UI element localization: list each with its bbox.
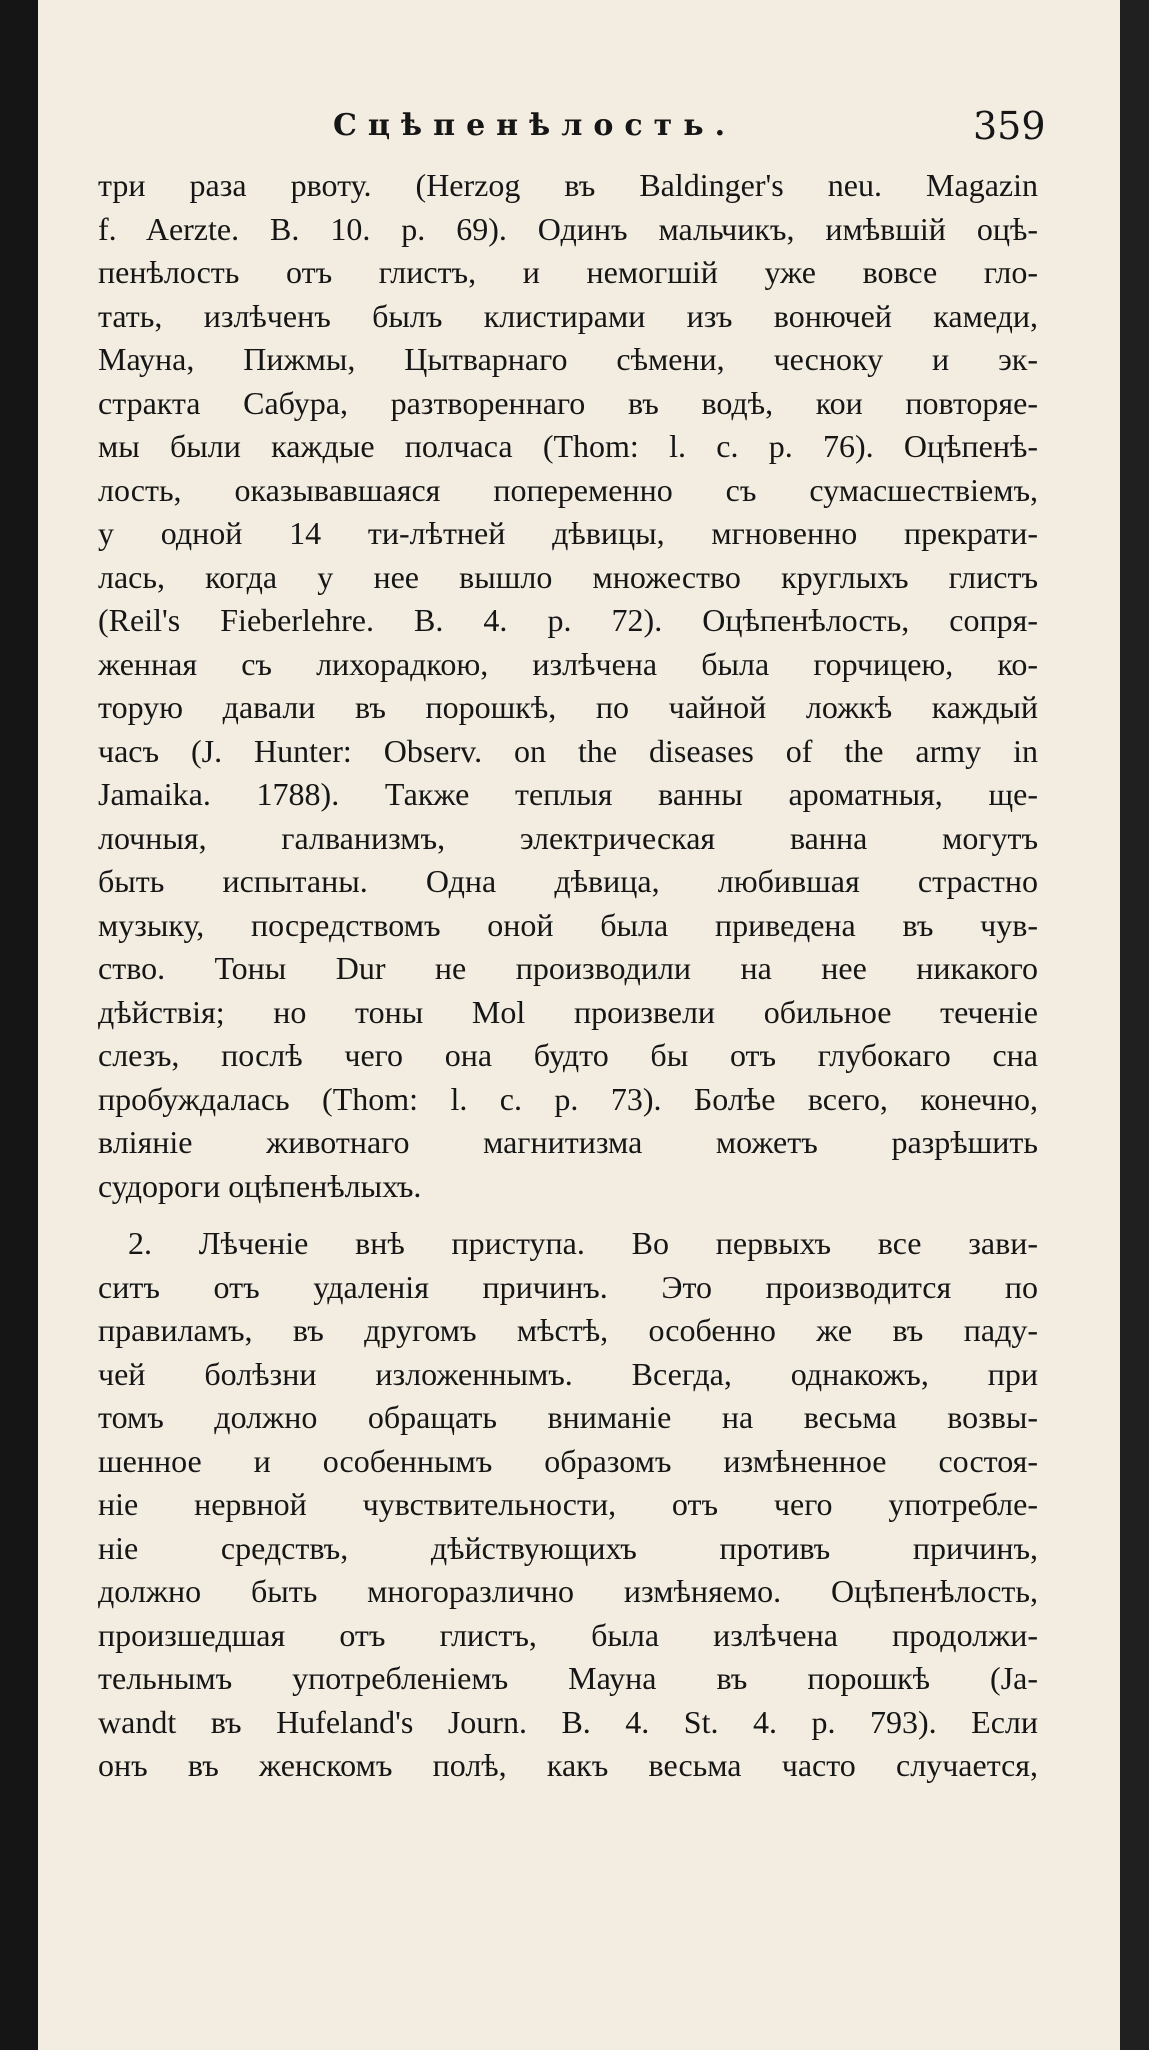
running-head: Сцѣпенѣлость. xyxy=(333,108,737,143)
text-line: судороги оцѣпенѣлыхъ. xyxy=(98,1167,422,1204)
body-text xyxy=(98,164,1038,1788)
text-line: f. Aerzte. B. 10. p. 69). Одинъ мальчикъ, имѣвшій оцѣ- xyxy=(98,210,1038,247)
text-line: лась, когда у нее вышло множество круглыхъ глистъ xyxy=(98,558,1038,595)
text-line: тать, излѣченъ былъ клистирами изъ вонючей камеди, xyxy=(98,297,1038,334)
page-number: 359 xyxy=(973,104,1046,148)
text-line: торую давали въ порошкѣ, по чайной ложкѣ каждый xyxy=(98,689,1038,725)
text-line: шенное и особеннымъ образомъ измѣненное состоя- xyxy=(98,1442,1038,1479)
text-line: онъ въ женскомъ полѣ, какъ весьма часто случается, xyxy=(98,1747,1038,1783)
text-line: правиламъ, въ другомъ мѣстѣ, особенно же въ паду- xyxy=(98,1312,1038,1348)
text-line: томъ должно обращать вниманіе на весьма возвы- xyxy=(98,1399,1038,1435)
paragraph-1 xyxy=(98,164,1038,1208)
text-line: ніе нервной чувствительности, отъ чего употребле- xyxy=(98,1486,1038,1522)
text-line: чей болѣзни изложеннымъ. Всегда, однакожъ, при xyxy=(98,1355,1038,1392)
text-line: ство. Тоны Dur не производили на нее никакого xyxy=(98,950,1038,986)
text-line: ніе средствъ, дѣйствующихъ противъ причинъ, xyxy=(98,1529,1038,1566)
text-line: часъ (J. Hunter: Observ. on the diseases of the army in xyxy=(98,732,1038,769)
text-line: быть испытаны. Одна дѣвица, любившая страстно xyxy=(98,863,1038,899)
scan-right-edge xyxy=(1120,0,1149,2050)
text-line: музыку, посредствомъ оной была приведена въ чув- xyxy=(98,906,1038,943)
text-line: женная съ лихорадкою, излѣчена была горчицею, ко- xyxy=(98,645,1038,682)
scan-left-edge xyxy=(0,0,38,2050)
text-line: wandt въ Hufeland's Journ. B. 4. St. 4. p. 793). Если xyxy=(98,1703,1038,1740)
text-line: должно быть многоразлично измѣняемо. Оцѣпенѣлость, xyxy=(98,1573,1038,1609)
text-line: слезъ, послѣ чего она будто бы отъ глубокаго сна xyxy=(98,1037,1038,1073)
text-line: пенѣлость отъ глистъ, и немогшій уже вовсе гло- xyxy=(98,254,1038,290)
text-line: лость, оказывавшаяся попеременно съ сумасшествіемъ, xyxy=(98,471,1038,508)
text-line: лочныя, галванизмъ, электрическая ванна могутъ xyxy=(98,819,1038,856)
text-line: стракта Сабура, разтвореннаго въ водѣ, кои повторяе- xyxy=(98,384,1038,421)
book-page xyxy=(38,0,1120,2050)
text-line: (Reil's Fieberlehre. B. 4. p. 72). Оцѣпенѣлость, сопря- xyxy=(98,602,1038,638)
paragraph-2 xyxy=(98,1222,1038,1788)
text-line: пробуждалась (Thom: l. c. p. 73). Болѣе всего, конечно, xyxy=(98,1080,1038,1117)
text-line: 2. Лѣченіе внѣ приступа. Во первыхъ все зави- xyxy=(128,1225,1038,1261)
text-line: мы были каждые полчаса (Thom: l. c. p. 76). Оцѣпенѣ- xyxy=(98,428,1038,464)
text-line: Мауна, Пижмы, Цытварнаго сѣмени, чесноку и эк- xyxy=(98,341,1038,377)
text-line: вліяніе животнаго магнитизма можетъ разрѣшить xyxy=(98,1124,1038,1160)
text-line: три раза рвоту. (Herzog въ Baldinger's neu. Magazin xyxy=(98,167,1038,203)
text-line: ситъ отъ удаленія причинъ. Это производится по xyxy=(98,1268,1038,1305)
text-line: Jamaika. 1788). Также теплыя ванны ароматныя, ще- xyxy=(98,776,1038,812)
text-line: дѣйствія; но тоны Mol произвели обильное теченіе xyxy=(98,993,1038,1030)
text-line: произшедшая отъ глистъ, была излѣчена продолжи- xyxy=(98,1616,1038,1653)
text-line: у одной 14 ти-лѣтней дѣвицы, мгновенно прекрати- xyxy=(98,515,1038,551)
text-line: тельнымъ употребленіемъ Мауна въ порошкѣ (Ja- xyxy=(98,1660,1038,1696)
